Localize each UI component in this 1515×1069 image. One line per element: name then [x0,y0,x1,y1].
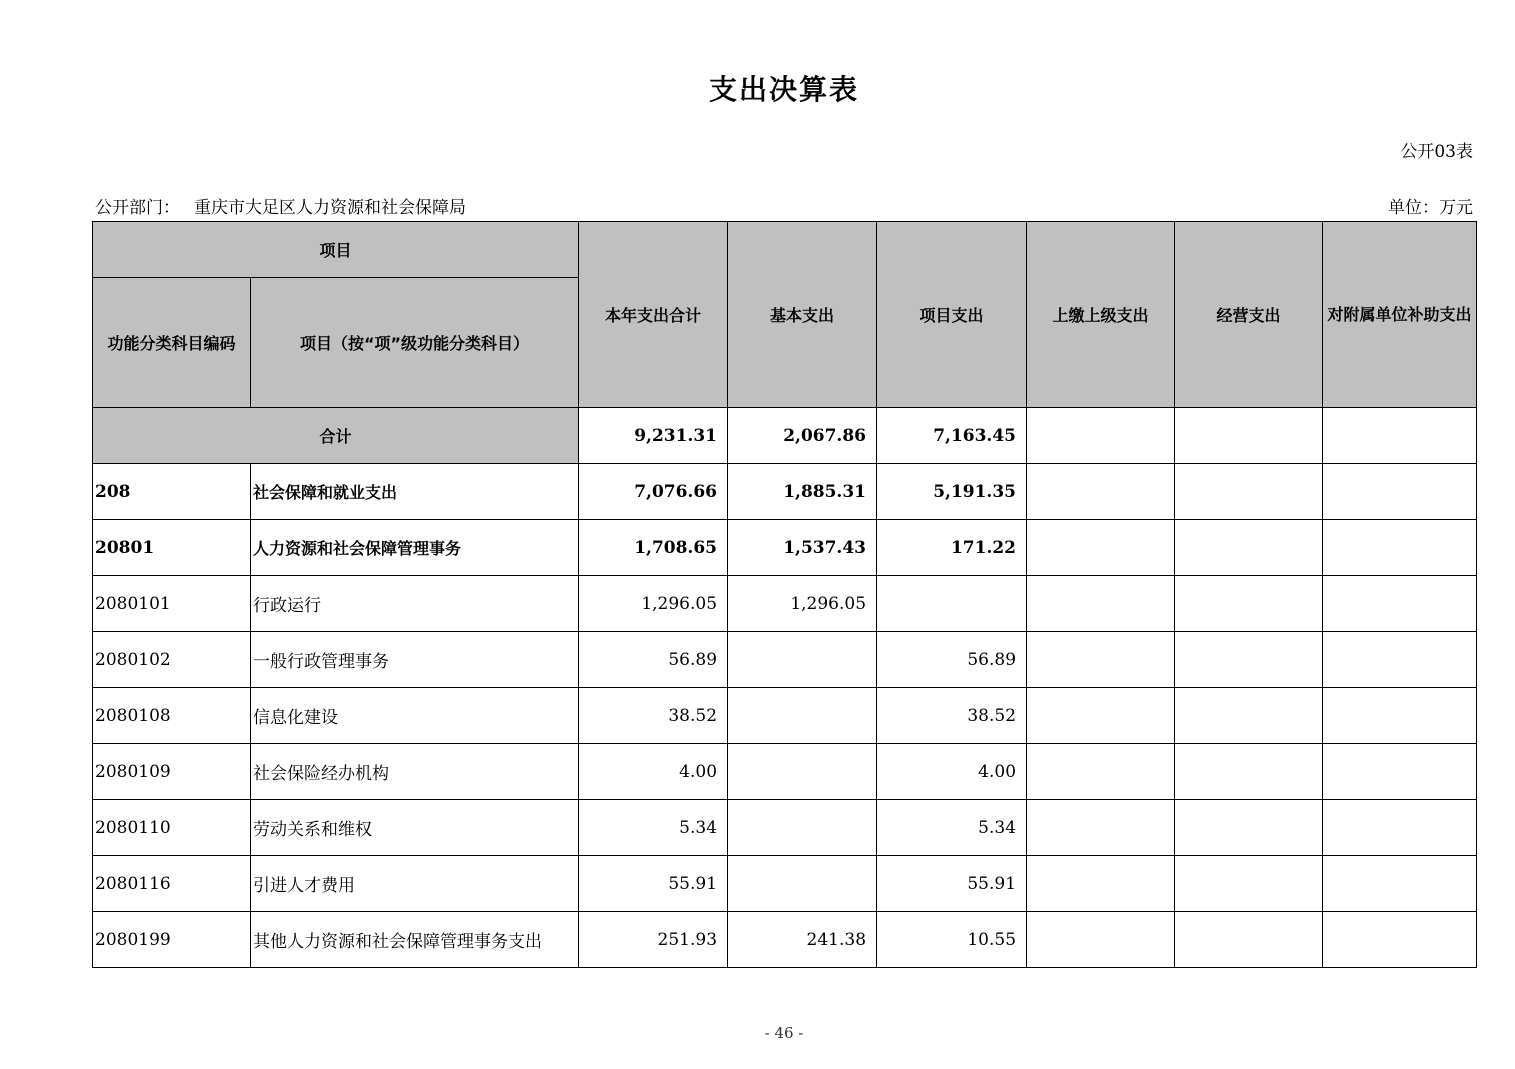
row-code: 2080102 [93,632,251,688]
row-code: 2080110 [93,800,251,856]
row-project: 171.22 [877,520,1027,576]
total-cell-upper [1027,408,1175,464]
total-row [93,408,1477,464]
row-code: 2080108 [93,688,251,744]
row-business [1175,800,1323,856]
row-business [1175,464,1323,520]
table-row [93,800,1477,856]
row-total: 5.34 [579,800,728,856]
row-basic [728,856,877,912]
row-project: 38.52 [877,688,1027,744]
page-title: 支出决算表 [708,73,859,106]
row-total: 56.89 [579,632,728,688]
row-subsidy [1323,520,1477,576]
header-item-group: 项目 [93,222,579,278]
row-code: 2080109 [93,744,251,800]
row-upper [1027,520,1175,576]
row-total: 55.91 [579,856,728,912]
row-subsidy [1323,576,1477,632]
row-upper [1027,632,1175,688]
row-name: 社会保障和就业支出 [251,464,579,520]
row-total: 7,076.66 [579,464,728,520]
header-basic: 基本支出 [728,222,877,408]
row-name: 社会保险经办机构 [251,744,579,800]
total-cell-business [1175,408,1323,464]
row-code: 20801 [93,520,251,576]
row-total: 1,296.05 [579,576,728,632]
row-upper [1027,912,1175,968]
row-subsidy [1323,856,1477,912]
row-basic [728,632,877,688]
unit-label: 单位：万元 [1388,198,1473,218]
row-subsidy [1323,688,1477,744]
row-basic: 1,885.31 [728,464,877,520]
row-project: 5.34 [877,800,1027,856]
row-subsidy [1323,912,1477,968]
table-row [93,520,1477,576]
header-business: 经营支出 [1175,222,1323,408]
header-total: 本年支出合计 [579,222,728,408]
page-number: - 46 - [764,1024,804,1042]
row-subsidy [1323,632,1477,688]
row-project: 10.55 [877,912,1027,968]
total-cell-project: 7,163.45 [877,408,1027,464]
header-name: 项目（按“项”级功能分类科目） [251,278,579,408]
row-business [1175,744,1323,800]
total-cell-subsidy [1323,408,1477,464]
row-code: 2080101 [93,576,251,632]
row-project [877,576,1027,632]
row-name: 信息化建设 [251,688,579,744]
row-code: 2080199 [93,912,251,968]
row-upper [1027,464,1175,520]
header-project: 项目支出 [877,222,1027,408]
row-basic [728,800,877,856]
row-total: 251.93 [579,912,728,968]
row-total: 1,708.65 [579,520,728,576]
header-subsidy [1323,222,1477,408]
row-name: 人力资源和社会保障管理事务 [251,520,579,576]
row-basic [728,744,877,800]
table-row [93,856,1477,912]
header-upper: 上缴上级支出 [1027,222,1175,408]
total-label: 合计 [93,408,579,464]
row-name: 一般行政管理事务 [251,632,579,688]
table-row [93,744,1477,800]
header-row-1 [93,222,1477,278]
row-basic: 241.38 [728,912,877,968]
row-upper [1027,688,1175,744]
row-business [1175,688,1323,744]
department-label: 公开部门： [95,198,180,218]
header-subsidy-text: 对附属单位补助支出 [1327,304,1472,324]
row-business [1175,576,1323,632]
row-upper [1027,744,1175,800]
row-subsidy [1323,744,1477,800]
row-project: 55.91 [877,856,1027,912]
row-upper [1027,856,1175,912]
row-upper [1027,800,1175,856]
row-business [1175,520,1323,576]
expenditure-table [92,221,1477,968]
row-code: 2080116 [93,856,251,912]
row-upper [1027,576,1175,632]
row-business [1175,856,1323,912]
table-row [93,688,1477,744]
row-basic: 1,537.43 [728,520,877,576]
table-row [93,576,1477,632]
row-business [1175,632,1323,688]
table-row [93,464,1477,520]
row-basic [728,688,877,744]
row-total: 4.00 [579,744,728,800]
total-cell-basic: 2,067.86 [728,408,877,464]
row-basic: 1,296.05 [728,576,877,632]
row-subsidy [1323,464,1477,520]
table-code: 公开03表 [1400,142,1473,162]
row-name: 引进人才费用 [251,856,579,912]
department-value: 重庆市大足区人力资源和社会保障局 [194,198,466,218]
department-line [95,193,466,218]
row-subsidy [1323,800,1477,856]
row-name: 行政运行 [251,576,579,632]
row-business [1175,912,1323,968]
row-project: 5,191.35 [877,464,1027,520]
table-row [93,632,1477,688]
row-total: 38.52 [579,688,728,744]
header-code: 功能分类科目编码 [93,278,251,408]
row-name: 其他人力资源和社会保障管理事务支出 [251,912,579,968]
total-cell-total: 9,231.31 [579,408,728,464]
row-project: 56.89 [877,632,1027,688]
row-code: 208 [93,464,251,520]
row-project: 4.00 [877,744,1027,800]
row-name: 劳动关系和维权 [251,800,579,856]
table-row [93,912,1477,968]
